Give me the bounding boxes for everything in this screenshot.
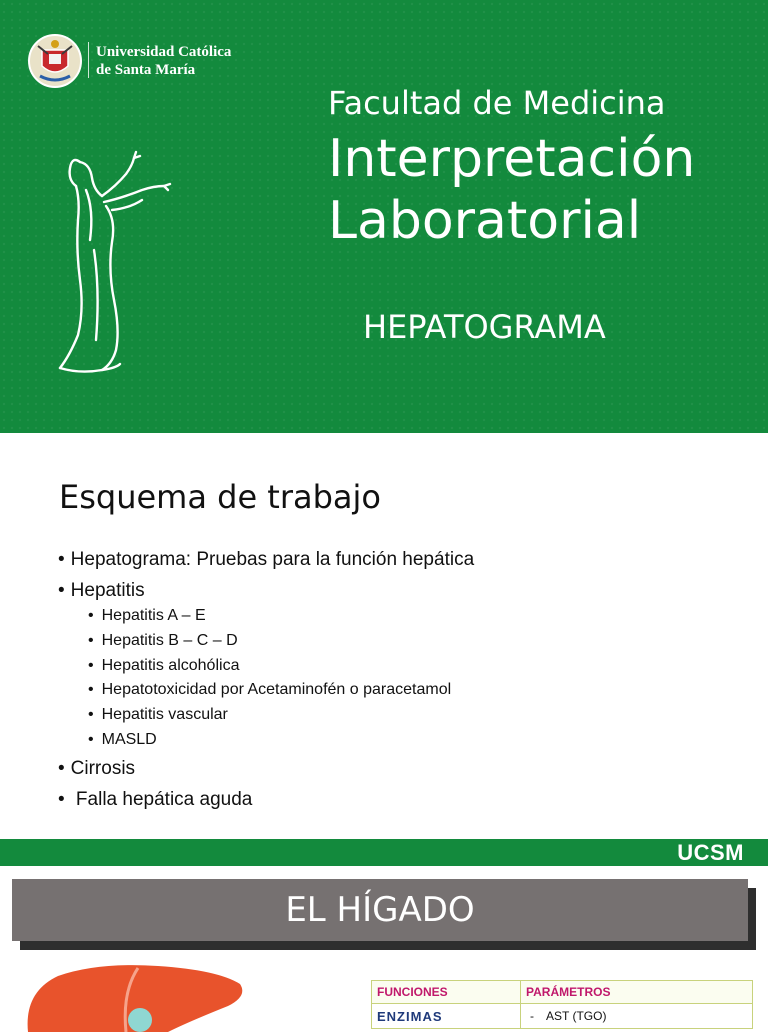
liver-icon <box>18 962 248 1032</box>
sub-list-item-label: MASLD <box>101 730 157 748</box>
sub-list-item-label: Hepatitis A – E <box>101 607 206 624</box>
logo-divider <box>88 42 89 78</box>
sub-list-item <box>88 606 474 625</box>
list-item-label: Falla hepática aguda <box>70 788 253 810</box>
faculty-title: Facultad de Medicina <box>328 84 666 122</box>
table-header-row <box>372 981 753 1004</box>
list-item <box>58 789 474 811</box>
sub-list-item <box>88 730 474 749</box>
outline-title: Esquema de trabajo <box>59 478 381 516</box>
sub-list-item <box>88 656 474 675</box>
liver-slide <box>0 866 768 1024</box>
table-cell-function: ENZIMAS <box>372 1004 521 1029</box>
table-cell-parameter-value: AST (TGO) <box>546 1009 607 1023</box>
sub-list-item-label: Hepatitis vascular <box>101 706 228 724</box>
outline-slide <box>0 433 768 865</box>
list-item-label: Hepatograma: Pruebas para la función hepática <box>70 549 475 570</box>
list-item <box>58 549 474 571</box>
praying-figure-icon <box>50 150 180 375</box>
university-name-line1: Universidad Católica <box>96 44 232 60</box>
functions-table <box>371 980 753 1029</box>
sub-list-item-label: Hepatitis B – C – D <box>101 631 238 649</box>
course-title-line1: Interpretación <box>328 129 696 189</box>
table-header-parameters: PARÁMETROS <box>521 981 753 1004</box>
course-title-line2: Laboratorial <box>328 191 642 251</box>
footer-brand: UCSM <box>677 840 744 865</box>
university-name-line2: de Santa María <box>96 62 196 78</box>
list-item-label: Hepatitis <box>70 580 145 601</box>
liver-title-banner: EL HÍGADO <box>12 879 748 941</box>
outline-list <box>58 549 474 820</box>
sub-list-item-label: Hepatitis alcohólica <box>101 656 240 674</box>
footer-bar <box>0 839 768 866</box>
course-title <box>328 128 695 252</box>
topic-title: HEPATOGRAMA <box>363 308 606 346</box>
sub-list-item-label: Hepatotoxicidad por Acetaminofén o paracetamol <box>101 681 452 699</box>
table-header-functions: FUNCIONES <box>372 981 521 1004</box>
list-item <box>58 758 474 780</box>
table-cell-dash: - <box>530 1009 534 1023</box>
table-cell-parameter <box>521 1004 753 1029</box>
sub-list-item <box>88 705 474 724</box>
list-item-label: Cirrosis <box>70 757 136 779</box>
sub-list <box>88 606 474 749</box>
university-crest-icon <box>26 32 84 90</box>
university-name <box>96 43 231 79</box>
sub-list-item <box>88 631 474 650</box>
title-slide <box>0 0 768 433</box>
sub-list-item <box>88 680 474 699</box>
table-row <box>372 1004 753 1029</box>
list-item <box>58 580 474 749</box>
